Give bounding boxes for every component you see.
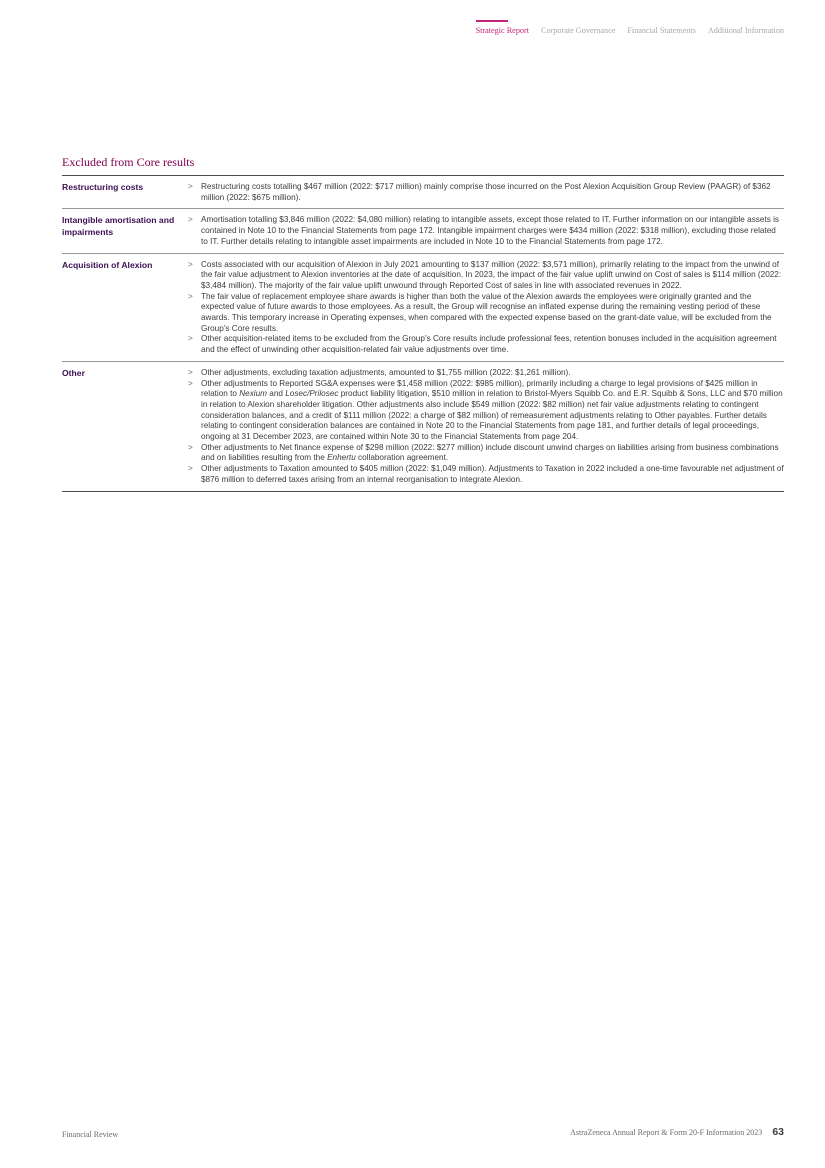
tab-strategic-report[interactable]: Strategic Report	[476, 20, 529, 35]
bullet-item	[188, 182, 784, 203]
bullet-text	[201, 215, 784, 247]
top-navigation	[476, 20, 784, 35]
text-segment: Other adjustments to Reported SG&A expenses were $1,458 million (2022: $985 million), primarily including a charge to legal provisions of $425 million in relation to	[201, 378, 758, 399]
bullet-marker-icon: >	[188, 215, 193, 225]
bullet-item	[188, 334, 784, 355]
bullet-marker-icon: >	[188, 291, 193, 301]
bullet-item	[188, 292, 784, 335]
row-body	[188, 368, 784, 486]
table-row	[62, 361, 784, 491]
bullet-text	[201, 334, 784, 355]
bullet-marker-icon: >	[188, 334, 193, 344]
page-number: 63	[772, 1126, 784, 1138]
text-segment: The fair value of replacement employee share awards is higher than both the value of the Alexion awards the employees were originally granted and the expected value of future awards to those employees. As a result, the Group will recognise an inflated expense during the remaining vesting period of these awards. This temporary increase in Operating expenses, when compared with the expected expense based on the grant-date value, will be excluded from the Group’s Core results.	[201, 291, 772, 333]
bullet-marker-icon: >	[188, 442, 193, 452]
row-label: Restructuring costs	[62, 182, 144, 192]
bullet-text	[201, 443, 784, 464]
bullet-text	[201, 182, 784, 203]
bullet-item	[188, 215, 784, 247]
footer-document-title: AstraZeneca Annual Report & Form 20-F Information 2023	[570, 1128, 763, 1137]
bullet-marker-icon: >	[188, 378, 193, 388]
italic-text: Enhertu	[327, 453, 356, 463]
text-segment: collaboration agreement.	[355, 453, 449, 463]
core-results-table	[62, 175, 784, 492]
text-segment: Other acquisition-related items to be excluded from the Group’s Core results include professional fees, retention bonuses included in the acquisition agreement and the effect of unwinding other acquisition-related fair value adjustments over time.	[201, 334, 777, 355]
bullet-item	[188, 464, 784, 485]
text-segment: Other adjustments to Taxation amounted to $405 million (2022: $1,049 million). Adjustments to Taxation in 2022 included a one-time favourable net adjustment of $876 million to deferred taxes arising from an internal reorganisation to integrate Alexion.	[201, 464, 784, 484]
bullet-text	[201, 464, 784, 485]
text-segment: and	[267, 389, 286, 399]
italic-text: Nexium	[239, 389, 267, 399]
bullet-text	[201, 368, 784, 379]
bullet-item	[188, 368, 784, 379]
bullet-marker-icon: >	[188, 367, 193, 377]
bullet-item	[188, 443, 784, 464]
bullet-marker-icon: >	[188, 259, 193, 269]
table-row	[62, 176, 784, 208]
text-segment: Other adjustments to Net finance expense of $298 million (2022: $277 million) include discount unwind charges on liabilities arising from business combinations and on liabilities resulting from the	[201, 442, 779, 463]
text-segment: Amortisation totalling $3,846 million (2022: $4,080 million) relating to intangible assets, except those related to IT. Further information on our intangible assets is contained in Note 10 to the Financial Statements from page 172. Intangible impairment charges were $434 million (2022: $318 million), excluding those related to IT. Further details relating to intangible asset impairments are included in Note 10 to the Financial Statements from page 172.	[201, 215, 779, 246]
bullet-text	[201, 260, 784, 292]
tab-financial-statements[interactable]: Financial Statements	[627, 26, 696, 35]
footer-right	[570, 1126, 784, 1138]
bullet-item	[188, 379, 784, 443]
row-body	[188, 182, 784, 203]
table-row	[62, 208, 784, 252]
section-title: Excluded from Core results	[62, 155, 195, 169]
row-label: Intangible amortisation and impairments	[62, 215, 175, 237]
row-body	[188, 215, 784, 247]
row-label: Other	[62, 367, 85, 378]
text-segment: Costs associated with our acquisition of Alexion in July 2021 amounting to $137 million (2022: $3,571 million), primarily relating to the impact from the unwind of the fair value adjustment to Alexion inventories at the date of acquisition. In 2023, the impact of the fair value uplift unwind on Cost of sales is $114 million (2022: $3,484 million). The majority of the fair value uplift unwound through Reported Cost of sales in line with associated revenues in 2022.	[201, 259, 782, 290]
bullet-text	[201, 292, 784, 335]
text-segment: Other adjustments, excluding taxation adjustments, amounted to $1,755 million (2022: $1,261 million).	[201, 367, 571, 377]
row-label: Acquisition of Alexion	[62, 259, 153, 270]
footer-section-name: Financial Review	[62, 1130, 119, 1139]
bullet-marker-icon: >	[188, 182, 193, 191]
bullet-text	[201, 379, 784, 443]
row-body	[188, 260, 784, 356]
tab-additional-information[interactable]: Additional Information	[707, 26, 784, 35]
text-segment: Restructuring costs totalling $467 million (2022: $717 million) mainly comprise those incurred on the Post Alexion Acquisition Group Review (PAAGR) of $362 million (2022: $675 million).	[201, 182, 771, 202]
text-segment: product liability litigation, $510 million in relation to Bristol-Myers Squibb Co. and E.R. Squibb & Sons, LLC and $70 million in relation to Alexion shareholder litigation. Other adjustments also include $549 million (2022: $82 million) net fair value adjustments relating to contingent consideration balances, and a credit of $111 million (2022: a charge of $82 million) of remeasurement adjustments relating to Other payables. Further details relating to contingent consideration balances are contained in Note 20 to the Financial Statements from page 181, and further details of legal proceedings, ongoing at 31 December 2023, are contained within Note 30 to the Financial Statements from page 204.	[201, 389, 783, 442]
table-row	[62, 253, 784, 361]
tab-corporate-governance[interactable]: Corporate Governance	[541, 26, 616, 35]
bullet-item	[188, 260, 784, 292]
bullet-marker-icon: >	[188, 464, 193, 474]
italic-text: Losec/Prilosec	[285, 389, 339, 399]
